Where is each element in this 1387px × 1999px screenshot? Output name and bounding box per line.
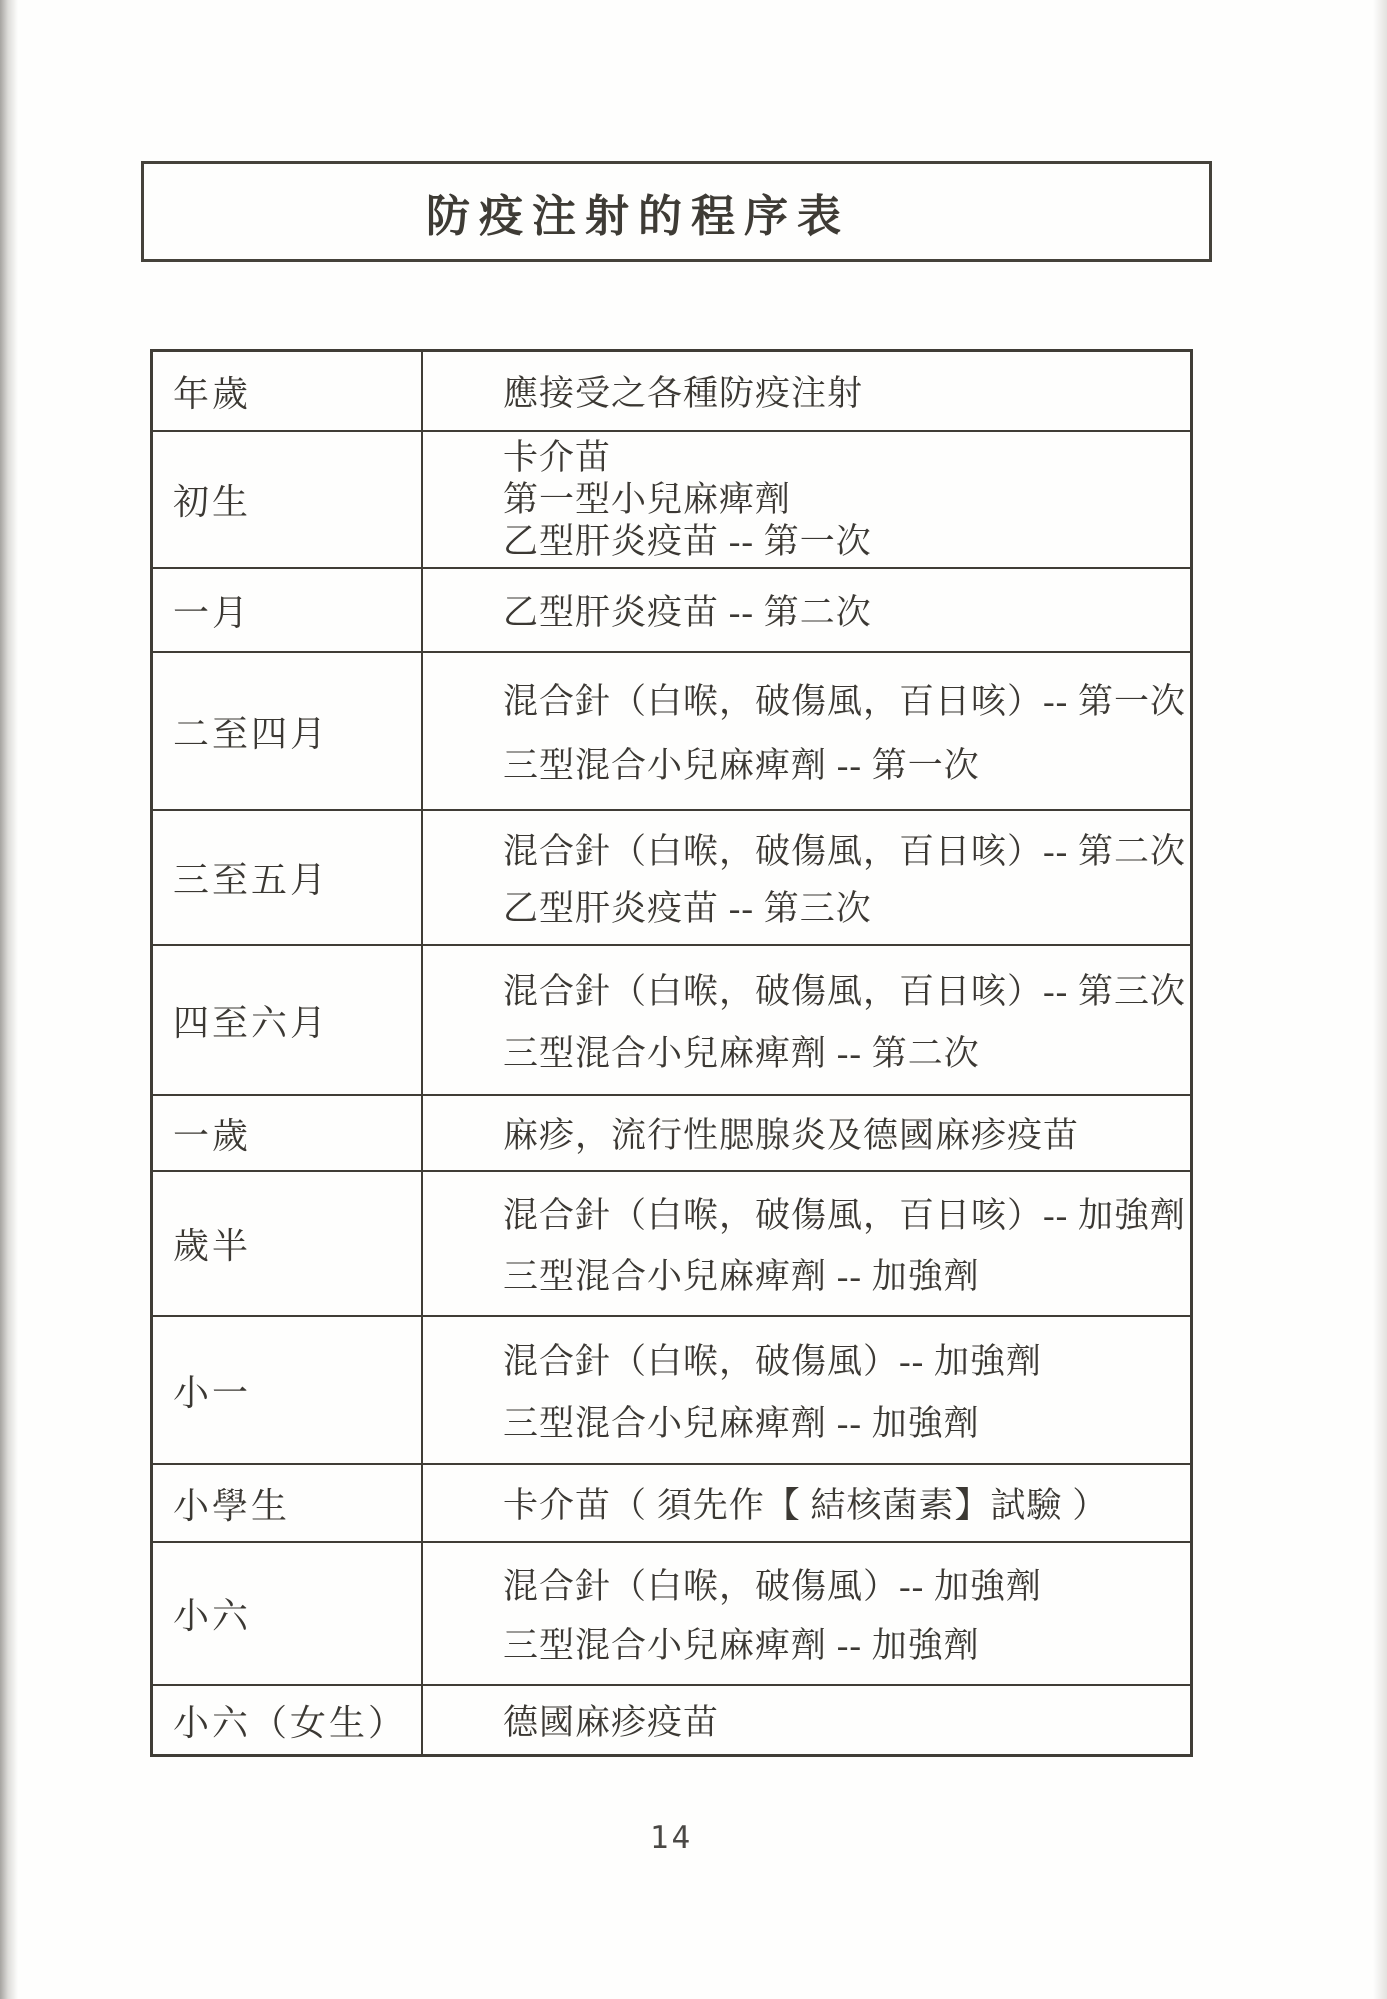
table-row xyxy=(153,1541,1190,1684)
table-header-row xyxy=(153,352,1190,430)
table-row xyxy=(153,1170,1190,1315)
header-vaccines-column xyxy=(423,352,1190,430)
vaccines-cell xyxy=(423,1172,1196,1315)
age-cell: 小六（女生） xyxy=(153,1686,423,1754)
vaccine-line: 三型混合小兒麻痺劑 -- 加強劑 xyxy=(503,1626,980,1666)
vaccine-line: 混合針（白喉，破傷風，百日咳）-- 加強劑 xyxy=(503,1196,1187,1236)
page-title: 防疫注射的程序表 xyxy=(426,191,850,241)
vaccine-line: 混合針（白喉，破傷風）-- 加強劑 xyxy=(503,1342,1043,1382)
table-row xyxy=(153,651,1190,809)
vaccine-line: 卡介苗（ 須先作【 結核菌素】試驗 ） xyxy=(503,1486,1109,1525)
vaccines-cell xyxy=(423,1686,1190,1754)
vaccine-line: 混合針（白喉，破傷風）-- 加強劑 xyxy=(503,1566,1043,1606)
vaccine-line: 三型混合小兒麻痺劑 -- 加強劑 xyxy=(503,1403,980,1443)
vaccines-cell xyxy=(423,1317,1190,1463)
vaccine-line: 混合針（白喉，破傷風，百日咳）-- 第三次 xyxy=(503,972,1187,1011)
vaccine-line: 德國麻疹疫苗 xyxy=(503,1703,720,1742)
age-cell: 一歲 xyxy=(153,1096,423,1170)
vaccines-cell xyxy=(423,569,1190,651)
age-cell: 二至四月 xyxy=(153,653,423,809)
vaccine-line: 三型混合小兒麻痺劑 -- 加強劑 xyxy=(503,1256,980,1296)
vaccine-line: 混合針（白喉，破傷風，百日咳）-- 第一次 xyxy=(503,681,1187,721)
table-row xyxy=(153,567,1190,651)
age-cell: 一月 xyxy=(153,569,423,651)
vaccines-cell xyxy=(423,1543,1190,1684)
vaccines-cell xyxy=(423,946,1196,1094)
header-age-column: 年歲 xyxy=(153,352,423,430)
vaccination-schedule-table xyxy=(150,349,1193,1757)
table-row xyxy=(153,809,1190,944)
table-row xyxy=(153,1463,1190,1541)
vaccines-cell xyxy=(423,811,1196,944)
page-number: 14 xyxy=(649,1820,694,1856)
table-row xyxy=(153,430,1190,567)
table-row xyxy=(153,1094,1190,1170)
age-cell: 初生 xyxy=(153,432,423,567)
vaccine-line: 乙型肝炎疫苗 -- 第三次 xyxy=(503,889,872,928)
header-vaccines-label: 應接受之各種防疫注射 xyxy=(503,374,864,413)
vaccine-line: 麻疹，流行性腮腺炎及德國麻疹疫苗 xyxy=(503,1116,1080,1155)
vaccines-cell xyxy=(423,1096,1190,1170)
scan-right-edge-shadow xyxy=(1373,0,1387,1999)
vaccine-line: 乙型肝炎疫苗 -- 第二次 xyxy=(503,593,872,632)
table-row xyxy=(153,1315,1190,1463)
age-cell: 小學生 xyxy=(153,1465,423,1541)
vaccine-line: 乙型肝炎疫苗 -- 第一次 xyxy=(503,521,872,561)
age-cell: 歲半 xyxy=(153,1172,423,1315)
table-row xyxy=(153,1684,1190,1754)
vaccines-cell xyxy=(423,653,1196,809)
vaccine-line: 卡介苗 xyxy=(503,437,612,477)
vaccine-line: 三型混合小兒麻痺劑 -- 第一次 xyxy=(503,746,980,786)
table-row xyxy=(153,944,1190,1094)
vaccine-line: 混合針（白喉，破傷風，百日咳）-- 第二次 xyxy=(503,832,1187,871)
vaccines-cell xyxy=(423,1465,1190,1541)
age-cell: 四至六月 xyxy=(153,946,423,1094)
vaccines-cell xyxy=(423,432,1190,567)
scan-left-edge-shadow xyxy=(0,0,18,1999)
age-cell: 小六 xyxy=(153,1543,423,1684)
age-cell: 小一 xyxy=(153,1317,423,1463)
vaccine-line: 三型混合小兒麻痺劑 -- 第二次 xyxy=(503,1034,980,1073)
title-box xyxy=(141,161,1212,262)
age-cell: 三至五月 xyxy=(153,811,423,944)
vaccine-line: 第一型小兒麻痺劑 xyxy=(503,479,792,519)
